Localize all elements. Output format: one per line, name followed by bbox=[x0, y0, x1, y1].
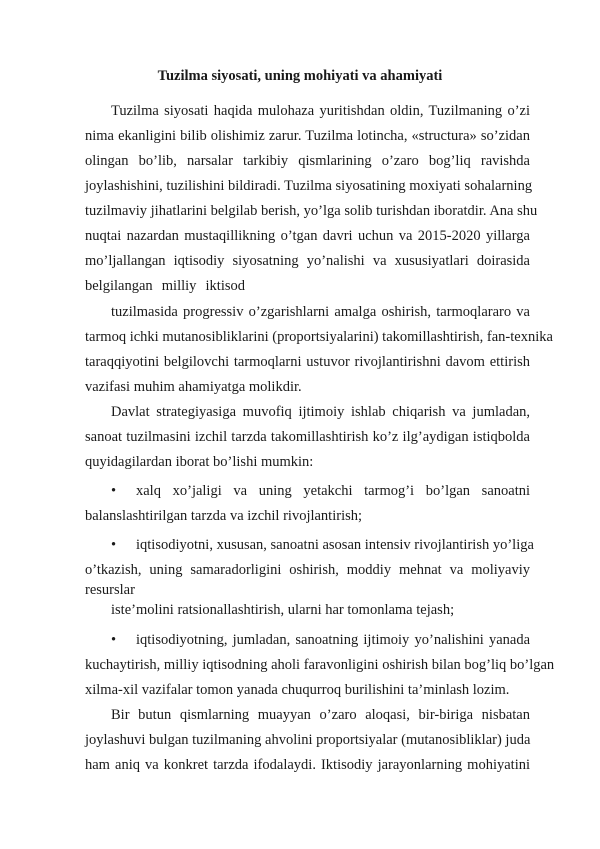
bullet-line: iqtisodiyotning, jumladan, sanoatning ijtimoiy yo’nalishini yanada bbox=[136, 632, 530, 648]
paragraph-line: olingan bo’lib, narsalar tarkibiy qismlarining o’zaro bog’liq ravishda bbox=[85, 153, 530, 169]
paragraph-line: nima ekanligini bilib olishimiz zarur. Tuzilma lotincha, «structura» so’zidan bbox=[85, 128, 530, 144]
bullet-line: resurslar bbox=[85, 582, 135, 598]
bullet-line: o’tkazish, uning samaradorligini oshirish, moddiy mehnat va moliyaviy bbox=[85, 562, 530, 578]
bullet-line: xalq xo’jaligi va uning yetakchi tarmog’i bo’lgan sanoatni bbox=[136, 483, 530, 499]
page-title: Tuzilma siyosati, uning mohiyati va ahamiyati bbox=[157, 68, 443, 84]
paragraph-line: taraqqiyotini belgilovchi tarmoqlarni ustuvor rivojlantirishni davom ettirish bbox=[85, 354, 530, 370]
paragraph-line: Bir butun qismlarning muayyan o’zaro aloqasi, bir-biriga nisbatan bbox=[111, 707, 530, 723]
paragraph-line: quyidagilardan iborat bo’lishi mumkin: bbox=[85, 454, 314, 470]
bullet-marker: • bbox=[111, 483, 117, 499]
paragraph-line: tarmoq ichki mutanosibliklarini (proportsiyalarini) takomillashtirish, fan-texnika bbox=[85, 329, 553, 345]
paragraph-line: tuzilmaviy jihatlarini belgilab berish, yo’lga solib turishdan iboratdir. Ana shu bbox=[85, 203, 538, 219]
paragraph-line: Tuzilma siyosati haqida mulohaza yuritishdan oldin, Tuzilmaning o’zi bbox=[111, 103, 530, 119]
paragraph-line: joylashishini, tuzilishini bildiradi. Tuzilma siyosatining moxiyati sohalarning bbox=[85, 178, 533, 194]
paragraph-line: joylashuvi bulgan tuzilmaning ahvolini proportsiyalar (mutanosibliklar) juda bbox=[85, 732, 531, 748]
bullet-line: iqtisodiyotni, xususan, sanoatni asosan intensiv rivojlantirish yo’liga bbox=[136, 537, 534, 553]
bullet-line: kuchaytirish, milliy iqtisodning aholi faravonligini oshirish bilan bog’liq bo’lgan bbox=[85, 657, 555, 673]
bullet-marker: • bbox=[111, 632, 117, 648]
paragraph-line: vazifasi muhim ahamiyatga molikdir. bbox=[85, 379, 302, 395]
paragraph-line: tuzilmasida progressiv o’zgarishlarni amalga oshirish, tarmoqlararo va bbox=[111, 304, 530, 320]
paragraph-line: belgilangan milliy iktisod bbox=[85, 278, 245, 294]
bullet-line: xilma-xil vazifalar tomon yanada chuqurroq burilishini ta’minlash lozim. bbox=[85, 682, 510, 698]
bullet-marker: • bbox=[111, 537, 117, 553]
paragraph-line: nuqtai nazardan mustaqillikning o’tgan davri uchun va 2015-2020 yillarga bbox=[85, 228, 530, 244]
paragraph-line: Davlat strategiyasiga muvofiq ijtimoiy ishlab chiqarish va jumladan, bbox=[111, 404, 530, 420]
paragraph-line: mo’ljallangan iqtisodiy siyosatning yo’nalishi va xususiyatlari doirasida bbox=[85, 253, 530, 269]
bullet-line: iste’molini ratsionallashtirish, ularni har tomonlama tejash; bbox=[111, 602, 455, 618]
paragraph-line: sanoat tuzilmasini izchil tarzda takomillashtirish ko’z ilg’aydigan istiqbolda bbox=[85, 429, 530, 445]
bullet-line: balanslashtirilgan tarzda va izchil rivojlantirish; bbox=[85, 508, 363, 524]
paragraph-line: ham aniq va konkret tarzda ifodalaydi. Iktisodiy jarayonlarning mohiyatini bbox=[85, 757, 530, 773]
